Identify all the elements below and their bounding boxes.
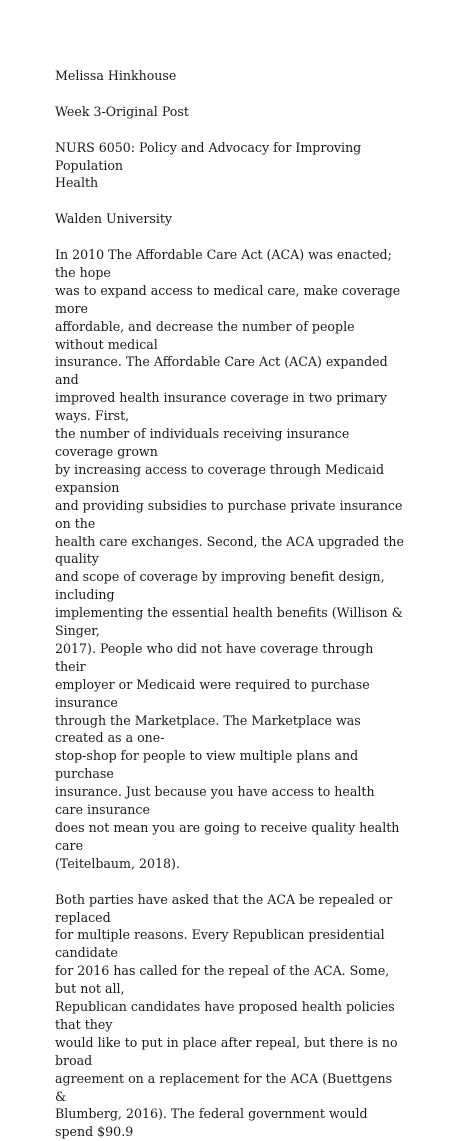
institution-name: Walden University [55, 211, 173, 227]
course-title: NURS 6050: Policy and Advocacy for Improving Population Health [55, 139, 362, 191]
author-name: Melissa Hinkhouse [55, 68, 177, 83]
body-paragraph-2: Both parties have asked that the ACA be repealed or replaced for multiple reasons. Every Republican presidential candidate for 2016 has called for the repeal of the ACA. Some, but not all, Republican candidates have proposed health policies that they would like to put in place after repeal, but there is no broad agreement on a replacement for the ACA (Buettgens & Blumberg, 2016). The federal government would spend $90.9 [55, 891, 398, 1140]
body-paragraph-1: In 2010 The Affordable Care Act (ACA) was enacted; the hope was to expand access to medical care, make coverage more affordable, and decrease the number of people without medical insurance. The Affordable Care Act (ACA) expanded and improved health insurance coverage in two primary ways. First, the number of individuals receiving insurance coverage grown by increasing access to coverage through Medicaid expansion and providing subsidies to purchase private insurance on the health care exchanges. Second, the ACA upgraded the quality and scope of coverage by improving benefit design, including implementing the essential health benefits (Willison & Singer, 2017). People who did not have coverage through their employer or Medicaid were required to purchase insurance through the Marketplace. The Marketplace was created as a one- stop-shop for people to view multiple plans and purchase insurance. Just because you have access to health care insurance does not mean you are going to receive quality health care (Teitelbaum, 2018). [55, 247, 404, 871]
assignment-title: Week 3-Original Post [55, 103, 189, 119]
